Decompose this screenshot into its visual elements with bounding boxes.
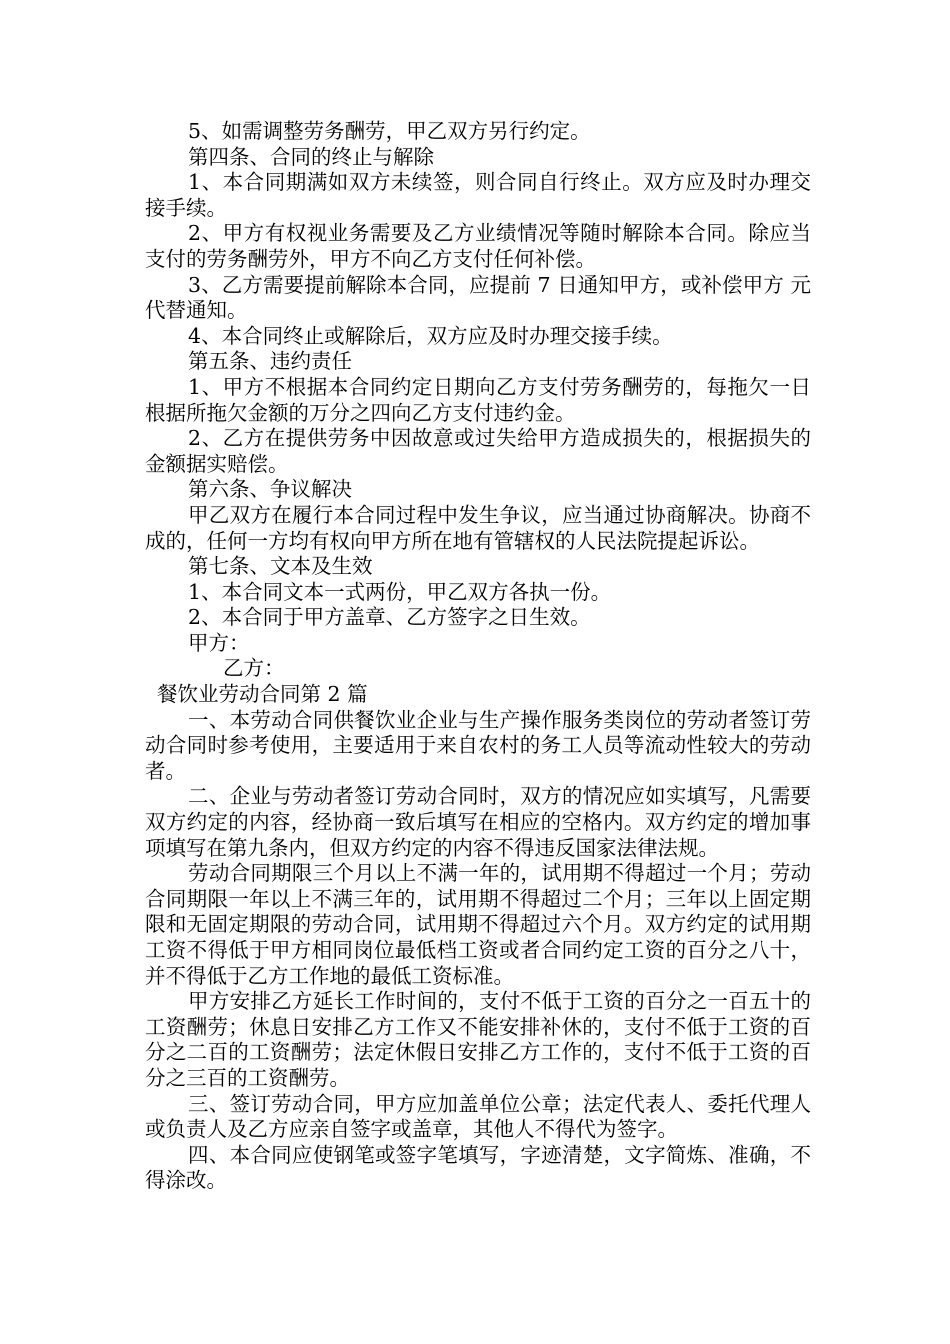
party-a-signature-label: 甲方： <box>188 630 250 655</box>
paragraph: 一、本劳动合同供餐饮业企业与生产操作服务类岗位的劳动者签订劳动合同时参考使用，主要适用于来自农村的务工人员等流动性较大的劳动者。 <box>145 707 811 783</box>
document-body <box>145 119 811 1194</box>
paragraph: 1、本合同文本一式两份，甲乙双方各执一份。 <box>188 579 612 604</box>
paragraph: 5、如需调整劳务酬劳，甲乙双方另行约定。 <box>188 119 591 143</box>
paragraph: 1、甲方不根据本合同约定日期向乙方支付劳务酬劳的，每拖欠一日根据所拖欠金额的万分之四向乙方支付违约金。 <box>145 374 811 425</box>
paragraph: 1、本合同期满如双方未续签，则合同自行终止。双方应及时办理交接手续。 <box>145 170 811 220</box>
paragraph: 3、乙方需要提前解除本合同，应提前 7 日通知甲方，或补偿甲方 元代替通知。 <box>145 272 811 323</box>
document-title: 餐饮业劳动合同第 2 篇 <box>157 682 368 707</box>
party-b-signature-label: 乙方： <box>223 656 285 681</box>
section-heading: 第七条、文本及生效 <box>188 554 373 579</box>
paragraph: 二、企业与劳动者签订劳动合同时，双方的情况应如实填写，凡需要双方约定的内容，经协商一致后填写在相应的空格内。双方约定的增加事项填写在第九条内，但双方约定的内容不得违反国家法律法规。 <box>145 784 811 860</box>
paragraph: 4、本合同终止或解除后，双方应及时办理交接手续。 <box>188 323 673 348</box>
paragraph: 三、签订劳动合同，甲方应加盖单位公章；法定代表人、委托代理人或负责人及乙方应亲自签字或盖章，其他人不得代为签字。 <box>145 1091 811 1142</box>
section-heading: 第四条、合同的终止与解除 <box>188 144 435 169</box>
section-heading: 第六条、争议解决 <box>188 477 353 502</box>
paragraph: 2、本合同于甲方盖章、乙方签字之日生效。 <box>188 605 591 630</box>
paragraph: 四、本合同应使钢笔或签字笔填写，字迹清楚，文字简炼、准确，不得涂改。 <box>145 1142 811 1193</box>
paragraph: 2、乙方在提供劳务中因故意或过失给甲方造成损失的，根据损失的金额据实赔偿。 <box>145 426 811 476</box>
paragraph: 甲方安排乙方延长工作时间的，支付不低于工资的百分之一百五十的工资酬劳；休息日安排乙方工作又不能安排补休的，支付不低于工资的百分之二百的工资酬劳；法定休假日安排乙方工作的，支付不低于工资的百分之三百的工资酬劳。 <box>145 989 811 1090</box>
paragraph: 甲乙双方在履行本合同过程中发生争议，应当通过协商解决。协商不成的，任何一方均有权向甲方所在地有管辖权的人民法院提起诉讼。 <box>145 502 811 553</box>
paragraph: 劳动合同期限三个月以上不满一年的，试用期不得超过一个月；劳动合同期限一年以上不满三年的，试用期不得超过二个月；三年以上固定期限和无固定期限的劳动合同，试用期不得超过六个月。双方约定的试用期工资不得低于甲方相同岗位最低档工资或者合同约定工资的百分之八十，并不得低于乙方工作地的最低工资标准。 <box>145 861 811 988</box>
paragraph: 2、甲方有权视业务需要及乙方业绩情况等随时解除本合同。除应当支付的劳务酬劳外，甲方不向乙方支付任何补偿。 <box>145 221 811 271</box>
section-heading: 第五条、违约责任 <box>188 349 353 374</box>
